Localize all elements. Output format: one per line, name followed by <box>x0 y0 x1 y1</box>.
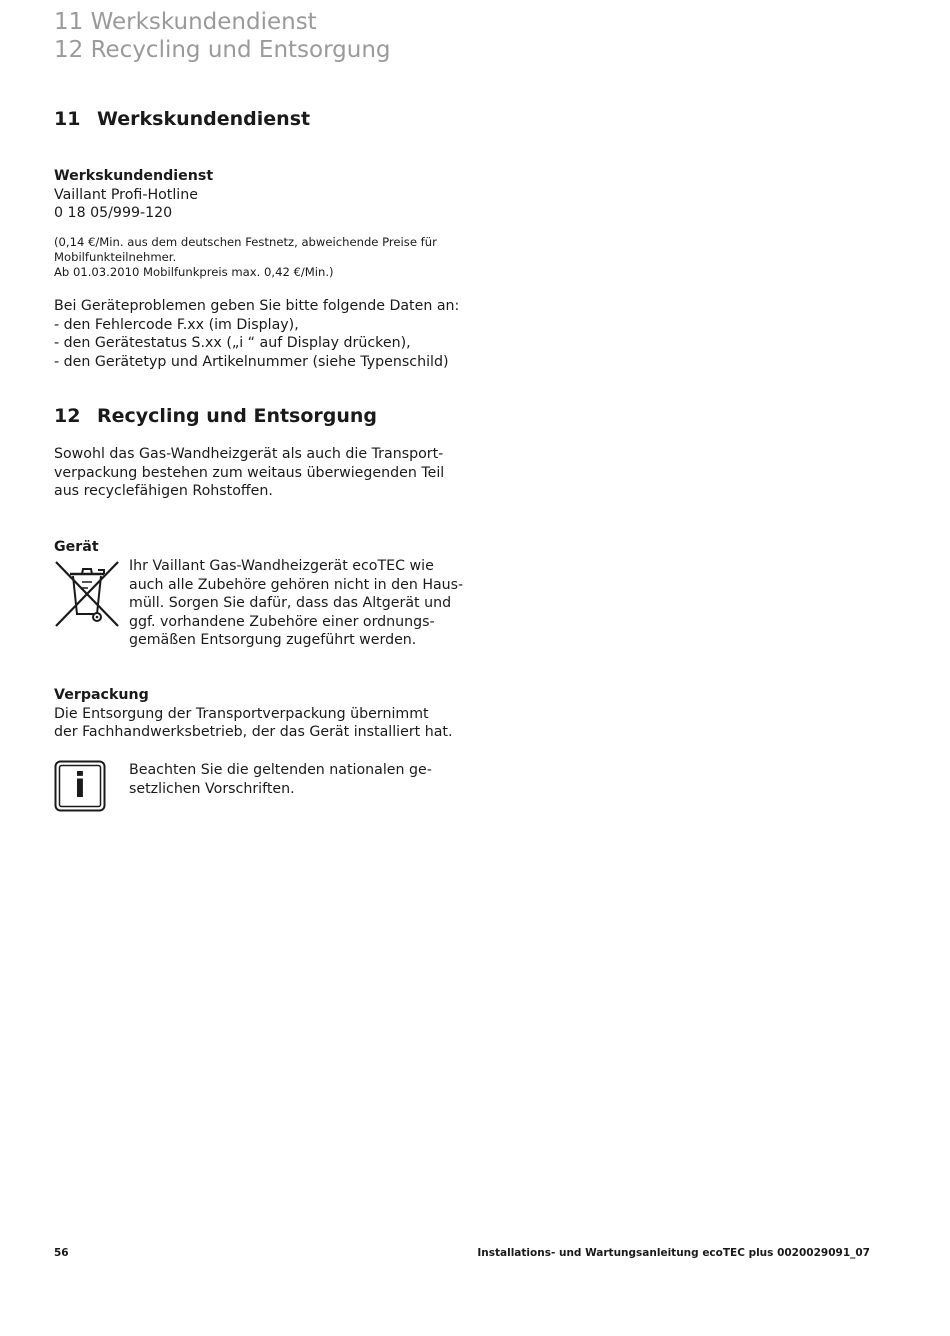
problem-item: - den Gerätestatus S.xx („i “ auf Display drücken), <box>54 335 411 351</box>
price-note-line: Mobilfunkteilnehmer. <box>54 250 177 264</box>
hotline-sub-heading: Werkskundendienst <box>54 168 214 184</box>
info-text-line: Beachten Sie die geltenden nationalen ge- <box>129 762 432 778</box>
packaging-block <box>54 686 453 742</box>
packaging-text-line: der Fachhandwerksbetrieb, der das Gerät installiert hat. <box>54 724 453 740</box>
packaging-heading: Verpackung <box>54 687 149 703</box>
running-header <box>54 8 391 64</box>
price-note <box>54 235 437 280</box>
running-header-line-1: 11 Werkskundendienst <box>54 9 317 35</box>
hotline-block <box>54 167 213 223</box>
section-11-number: 11 <box>54 108 81 130</box>
info-icon <box>54 760 106 812</box>
info-text <box>129 761 432 798</box>
recycling-intro <box>54 445 444 501</box>
device-text <box>129 557 463 650</box>
section-12-heading <box>54 404 377 428</box>
device-text-line: ggf. vorhandene Zubehöre einer ordnungs- <box>129 613 435 630</box>
problem-intro: Bei Geräteproblemen geben Sie bitte folgende Daten an: <box>54 298 460 314</box>
price-note-line: (0,14 €/Min. aus dem deutschen Festnetz, abweichende Preise für <box>54 235 437 249</box>
running-header-line-2: 12 Recycling und Entsorgung <box>54 37 391 63</box>
footer-document-title: Installations- und Wartungsanleitung ecoTEC plus 0020029091_07 <box>477 1247 870 1259</box>
crossed-out-wheelie-bin-icon <box>54 560 120 628</box>
device-heading: Gerät <box>54 539 99 555</box>
device-text-line: gemäßen Entsorgung zugeführt werden. <box>129 632 417 648</box>
info-icon-letter: i <box>74 766 86 806</box>
hotline-number: 0 18 05/999-120 <box>54 205 173 221</box>
hotline-name: Vaillant Profi-Hotline <box>54 186 198 203</box>
section-11-title: Werkskundendienst <box>97 108 311 130</box>
problem-item: - den Gerätetyp und Artikelnummer (siehe Typenschild) <box>54 353 449 370</box>
info-text-line: setzlichen Vorschriften. <box>129 780 295 797</box>
device-text-line: Ihr Vaillant Gas-Wandheizgerät ecoTEC wie <box>129 558 434 574</box>
device-text-line: auch alle Zubehöre gehören nicht in den Haus- <box>129 576 464 593</box>
footer-page-number: 56 <box>54 1247 69 1259</box>
packaging-text-line: Die Entsorgung der Transportverpackung übernimmt <box>54 705 429 722</box>
device-text-line: müll. Sorgen Sie dafür, dass das Altgerät und <box>129 595 452 611</box>
price-note-line: Ab 01.03.2010 Mobilfunkpreis max. 0,42 €/Min.) <box>54 265 334 279</box>
recycling-intro-line: verpackung bestehen zum weitaus überwiegenden Teil <box>54 464 445 481</box>
section-12-number: 12 <box>54 405 81 427</box>
section-12-title: Recycling und Entsorgung <box>97 405 378 427</box>
section-11-heading <box>54 107 310 131</box>
recycling-intro-line: Sowohl das Gas-Wandheizgerät als auch die Transport- <box>54 446 444 462</box>
problem-item: - den Fehlercode F.xx (im Display), <box>54 316 299 333</box>
recycling-intro-line: aus recyclefähigen Rohstoffen. <box>54 483 273 499</box>
problem-list <box>54 297 459 371</box>
